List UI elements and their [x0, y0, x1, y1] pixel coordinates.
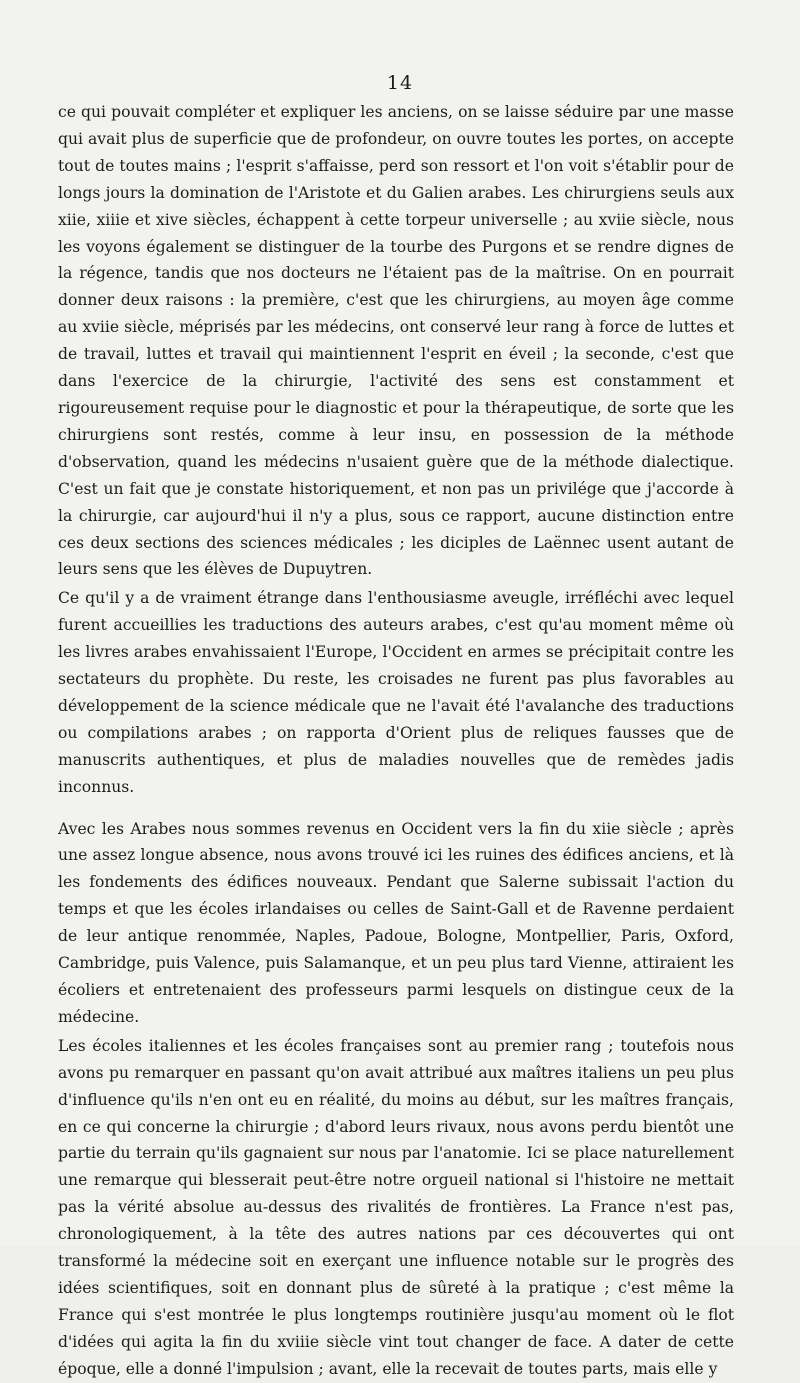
paragraph-1: ce qui pouvait compléter et expliquer les anciens, on se laisse séduire par une masse qui avait plus de superficie que de profondeur, on ouvre toutes les portes, on accepte tout de toutes mains ; l'esprit s'affaisse, perd son ressort et l'on voit s'établir pour de longs jours la domination de l'Aristote et du Galien arabes. Les chirurgiens seuls aux xiie, xiiie et xive siècles, échappent à cette torpeur universelle ; au xviie siècle, nous les voyons également se distinguer de la tourbe des Purgons et se rendre dignes de la régence, tandis que nos docteurs ne l'étaient pas de la maîtrise. On en pourrait donner deux raisons : la première, c'est que les chirurgiens, au moyen âge comme au xviie siècle, méprisés par les médecins, ont conservé leur rang à force de luttes et de travail, luttes et travail qui maintiennent l'esprit en éveil ; la seconde, c'est que dans l'exercice de la chirurgie, l'activité des sens est constamment et rigoureusement requise pour le diagnostic et pour la thérapeutique, de sorte que les chirurgiens sont restés, comme à leur insu, en possession de la méthode d'observation, quand les médecins n'usaient guère que de la méthode dialectique. C'est un fait que je constate historiquement, et non pas un privilége que j'accorde à la chirurgie, car aujourd'hui il n'y a plus, sous ce rapport, aucune distinction entre ces deux sections des sciences médicales ; les diciples de Laënnec usent autant de leurs sens que les élèves de Dupuytren.: [58, 103, 734, 579]
page-number: 14: [386, 72, 414, 94]
paragraph-3: Avec les Arabes nous sommes revenus en Occident vers la fin du xiie siècle ; après une assez longue absence, nous avons trouvé ici les ruines des édifices anciens, et là les fondements des édifices nouveaux. Pendant que Salerne subissait l'action du temps et que les écoles irlandaises ou celles de Saint-Gall et de Ravenne perdaient de leur antique renommée, Naples, Padoue, Bologne, Montpellier, Paris, Oxford, Cambridge, puis Valence, puis Salamanque, et un peu plus tard Vienne, attiraient les écoliers et entretenaient des professeurs parmi lesquels on distingue ceux de la médecine.: [58, 819, 734, 1026]
paragraph-2: Ce qu'il y a de vraiment étrange dans l'enthousiasme aveugle, irréfléchi avec lequel furent accueillies les traductions des auteurs arabes, c'est qu'au moment même où les livres arabes envahissaient l'Europe, l'Occident en armes se précipitait contre les sectateurs du prophète. Du reste, les croisades ne furent pas plus favorables au développement de la science médicale que ne l'avait été l'avalanche des traductions ou compilations arabes ; on rapporta d'Orient plus de reliques fausses que de manuscrits authentiques, et plus de maladies nouvelles que de remèdes jadis inconnus.: [58, 589, 734, 796]
paragraph-4: Les écoles italiennes et les écoles françaises sont au premier rang ; toutefois nous avons pu remarquer en passant qu'on avait attribué aux maîtres italiens un peu plus d'influence qu'ils n'en ont eu en réalité, du moins au début, sur les maîtres français, en ce qui concerne la chirurgie ; d'abord leurs rivaux, nous avons perdu bientôt une partie du terrain qu'ils gagnaient sur nous par l'anatomie. Ici se place naturellement une remarque qui blesserait peut-être notre orgueil national si l'histoire ne mettait pas la vérité absolue au-dessus des rivalités de frontières. La France n'est pas, chronologiquement, à la tête des autres nations par ces découvertes qui ont transformé la médecine soit en exerçant une influence notable sur le progrès des idées scientifiques, soit en donnant plus de sûreté à la pratique ; c'est même la France qui s'est montrée le plus longtemps routinière jusqu'au moment où le flot d'idées qui agita la fin du xviiie siècle vint tout changer de face. A dater de cette époque, elle a donné l'impulsion ; avant, elle la recevait de toutes parts, mais elle y: [58, 1036, 734, 1378]
body-text: [58, 99, 734, 1383]
